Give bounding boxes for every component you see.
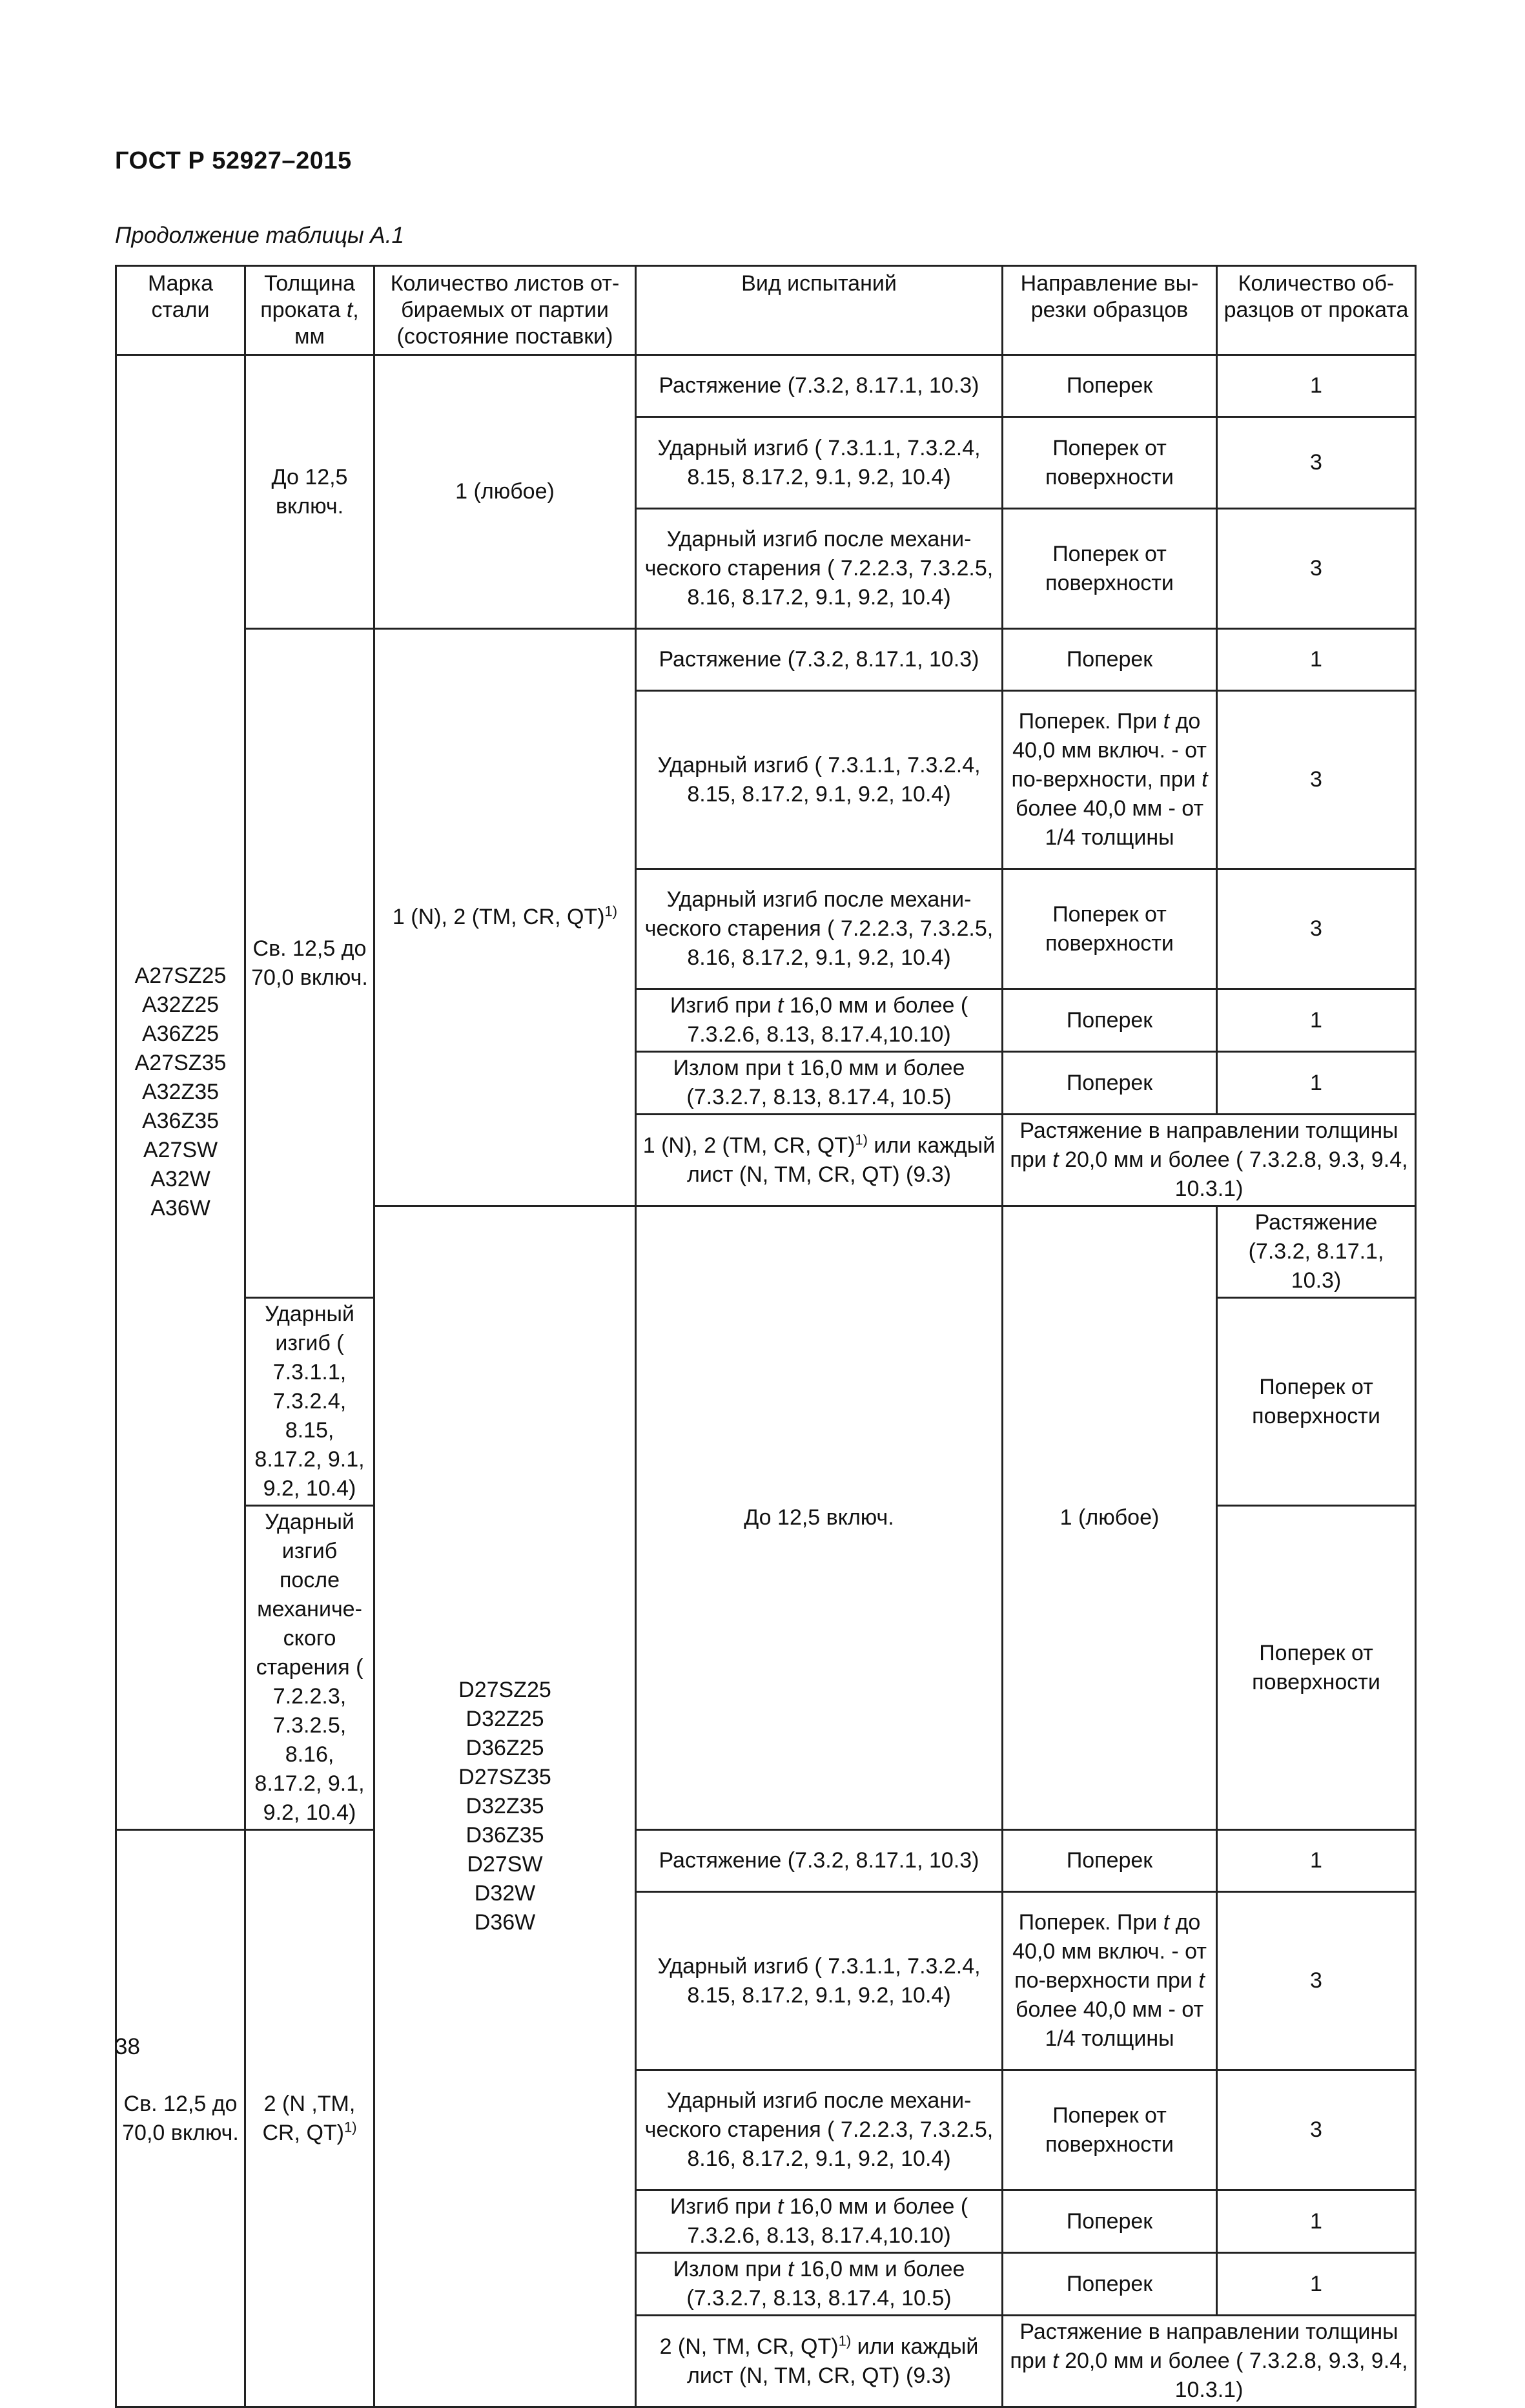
cut-direction-cell: Поперек от поверхности xyxy=(1003,2070,1217,2190)
cut-direction-cell: Поперек от поверхности xyxy=(1003,869,1217,989)
cut-direction-cell: Поперек xyxy=(1003,1830,1217,1892)
test-type-cell: Излом при t 16,0 мм и более (7.3.2.7, 8.13, 8.17.4, 10.5) xyxy=(636,1052,1003,1115)
test-type-cell: Растяжение (7.3.2, 8.17.1, 10.3) xyxy=(636,629,1003,691)
sample-count-cell: 1 xyxy=(1217,2253,1416,2316)
sample-count-cell: 1 xyxy=(1217,2190,1416,2253)
steel-grade: A32Z25 xyxy=(141,993,220,1017)
test-type-cell: Ударный изгиб ( 7.3.1.1, 7.3.2.4, 8.15, 8.17.2, 9.1, 9.2, 10.4) xyxy=(245,1298,374,1506)
steel-grade: D27SZ35 xyxy=(458,1765,551,1789)
sample-count-cell: 1 xyxy=(1217,629,1416,691)
cut-direction-cell: Поперек xyxy=(1003,355,1217,417)
sample-count-cell: 3 xyxy=(1217,691,1416,869)
table-row xyxy=(116,629,1416,691)
test-type-cell: Ударный изгиб ( 7.3.1.1, 7.3.2.4, 8.15, 8.17.2, 9.1, 9.2, 10.4) xyxy=(636,691,1003,869)
cut-direction-cell: Поперек от поверхности xyxy=(1217,1506,1416,1830)
steel-grade: D32W xyxy=(474,1881,536,1906)
cut-direction-cell: Поперек от поверхности xyxy=(1003,509,1217,629)
test-type-cell: Ударный изгиб после механиче-ского старения ( 7.2.2.3, 7.3.2.5, 8.16, 8.17.2, 9.1, 9.2, 10.4) xyxy=(245,1506,374,1830)
test-type-cell: Ударный изгиб ( 7.3.1.1, 7.3.2.4, 8.15, 8.17.2, 9.1, 9.2, 10.4) xyxy=(636,417,1003,509)
sample-count-cell: 3 xyxy=(1217,1892,1416,2070)
test-type-cell: Ударный изгиб ( 7.3.1.1, 7.3.2.4, 8.15, 8.17.2, 9.1, 9.2, 10.4) xyxy=(636,1892,1003,2070)
steel-grade: D27SZ25 xyxy=(458,1678,551,1702)
page-number: 38 xyxy=(115,2034,140,2059)
table-row xyxy=(116,1830,1416,1892)
test-type-cell: Ударный изгиб после механи-ческого старения ( 7.2.2.3, 7.3.2.5, 8.16, 8.17.2, 9.1, 9.2, 10.4) xyxy=(636,509,1003,629)
cut-direction-cell: Поперек xyxy=(1003,2190,1217,2253)
test-type-cell: Растяжение (7.3.2, 8.17.1, 10.3) xyxy=(636,355,1003,417)
sample-count-cell: 1 xyxy=(1217,1830,1416,1892)
sample-count-cell: 3 xyxy=(1217,509,1416,629)
test-type-cell: Изгиб при t 16,0 мм и более ( 7.3.2.6, 8.13, 8.17.4,10.10) xyxy=(636,2190,1003,2253)
steel-grade: A32W xyxy=(150,1167,210,1191)
cut-direction-cell: Поперек от поверхности xyxy=(1217,1298,1416,1506)
steel-grade: A36W xyxy=(150,1196,210,1220)
cut-direction-cell: Поперек xyxy=(1003,989,1217,1052)
test-type-cell: Растяжение (7.3.2, 8.17.1, 10.3) xyxy=(1217,1206,1416,1298)
cut-direction-cell: Поперек от поверхности xyxy=(1003,417,1217,509)
cut-direction-cell: Поперек xyxy=(1003,629,1217,691)
test-type-cell: Растяжение (7.3.2, 8.17.1, 10.3) xyxy=(636,1830,1003,1892)
steel-grade: D36Z35 xyxy=(466,1823,544,1847)
sample-count-cell: 1 xyxy=(1217,1052,1416,1115)
sheet-count-cell: 1 (любое) xyxy=(1003,1206,1217,1830)
sample-count-cell: 3 xyxy=(1217,417,1416,509)
thickness-cell: До 12,5 включ. xyxy=(245,355,374,629)
test-type-cell: Растяжение в направлении толщины при t 20,0 мм и более ( 7.3.2.8, 9.3, 9.4, 10.3.1) xyxy=(1003,1115,1416,1206)
sheet-count-cell: 2 (N ,TM, CR, QT)$^{1)}$ xyxy=(245,1830,374,2407)
table-header-row xyxy=(116,266,1416,355)
sample-count-cell: 1 xyxy=(1217,355,1416,417)
cut-direction-cell: Поперек. При t до 40,0 мм включ. - от по-верхности при t более 40,0 мм - от 1/4 толщины xyxy=(1003,1892,1217,2070)
cut-direction-cell: Поперек. При t до 40,0 мм включ. - от по-верхности, при t более 40,0 мм - от 1/4 толщины xyxy=(1003,691,1217,869)
steel-grade: D32Z25 xyxy=(466,1707,544,1731)
test-type-cell: Излом при t 16,0 мм и более (7.3.2.7, 8.13, 8.17.4, 10.5) xyxy=(636,2253,1003,2316)
test-type-cell: Ударный изгиб после механи-ческого старения ( 7.2.2.3, 7.3.2.5, 8.16, 8.17.2, 9.1, 9.2, 10.4) xyxy=(636,869,1003,989)
cut-direction-cell: Поперек xyxy=(1003,1052,1217,1115)
sample-count-cell: 3 xyxy=(1217,2070,1416,2190)
document-id: ГОСТ Р 52927–2015 xyxy=(115,147,352,174)
sheet-count-cell: 1 (N), 2 (TM, CR, QT)$^{1)}$ или каждый лист (N, TM, CR, QT) (9.3) xyxy=(636,1115,1003,1206)
steel-grade: D36Z25 xyxy=(466,1736,544,1760)
steel-grade-list-d xyxy=(374,1206,636,2407)
header-test-type: Вид испытаний xyxy=(636,266,1003,355)
steel-grade: D32Z35 xyxy=(466,1794,544,1818)
steel-grade: A27SZ35 xyxy=(134,1051,227,1075)
test-type-cell: Ударный изгиб после механи-ческого старения ( 7.2.2.3, 7.3.2.5, 8.16, 8.17.2, 9.1, 9.2, 10.4) xyxy=(636,2070,1003,2190)
table-caption: Продолжение таблицы А.1 xyxy=(115,223,404,248)
table-row xyxy=(116,355,1416,417)
steel-grade: A32Z35 xyxy=(141,1080,220,1104)
test-type-cell: Изгиб при t 16,0 мм и более ( 7.3.2.6, 8.13, 8.17.4,10.10) xyxy=(636,989,1003,1052)
steel-grade: A36Z35 xyxy=(141,1109,220,1133)
steel-grade: D27SW xyxy=(467,1852,543,1877)
header-sample-count: Количество об-разцов от проката xyxy=(1217,266,1416,355)
sample-count-cell: 1 xyxy=(1217,989,1416,1052)
steel-grade-list-a xyxy=(116,355,245,1830)
header-thickness: Толщина проката t, мм xyxy=(245,266,374,355)
steel-grade: A27SZ25 xyxy=(134,963,227,988)
thickness-cell: Св. 12,5 до 70,0 включ. xyxy=(245,629,374,1298)
steel-grade: D36W xyxy=(474,1910,536,1935)
test-type-cell: Растяжение в направлении толщины при t 20,0 мм и более ( 7.3.2.8, 9.3, 9.4, 10.3.1) xyxy=(1003,2316,1416,2407)
steel-test-table xyxy=(115,265,1417,2408)
header-cut-direction: Направление вы-резки образцов xyxy=(1003,266,1217,355)
header-steel-grade: Марка стали xyxy=(116,266,245,355)
header-sheet-count: Количество листов от-бираемых от партии (состояние поставки) xyxy=(374,266,636,355)
sheet-count-cell: 1 (N), 2 (TM, CR, QT)$^{1)}$ xyxy=(374,629,636,1206)
cut-direction-cell: Поперек xyxy=(1003,2253,1217,2316)
sheet-count-cell: 1 (любое) xyxy=(374,355,636,629)
thickness-cell: Св. 12,5 до 70,0 включ. xyxy=(116,1830,245,2407)
steel-grade: A27SW xyxy=(143,1138,218,1162)
sample-count-cell: 3 xyxy=(1217,869,1416,989)
sheet-count-cell: 2 (N, TM, CR, QT)$^{1)}$ или каждый лист (N, TM, CR, QT) (9.3) xyxy=(636,2316,1003,2407)
thickness-cell: До 12,5 включ. xyxy=(636,1206,1003,1830)
steel-grade: A36Z25 xyxy=(141,1022,220,1046)
